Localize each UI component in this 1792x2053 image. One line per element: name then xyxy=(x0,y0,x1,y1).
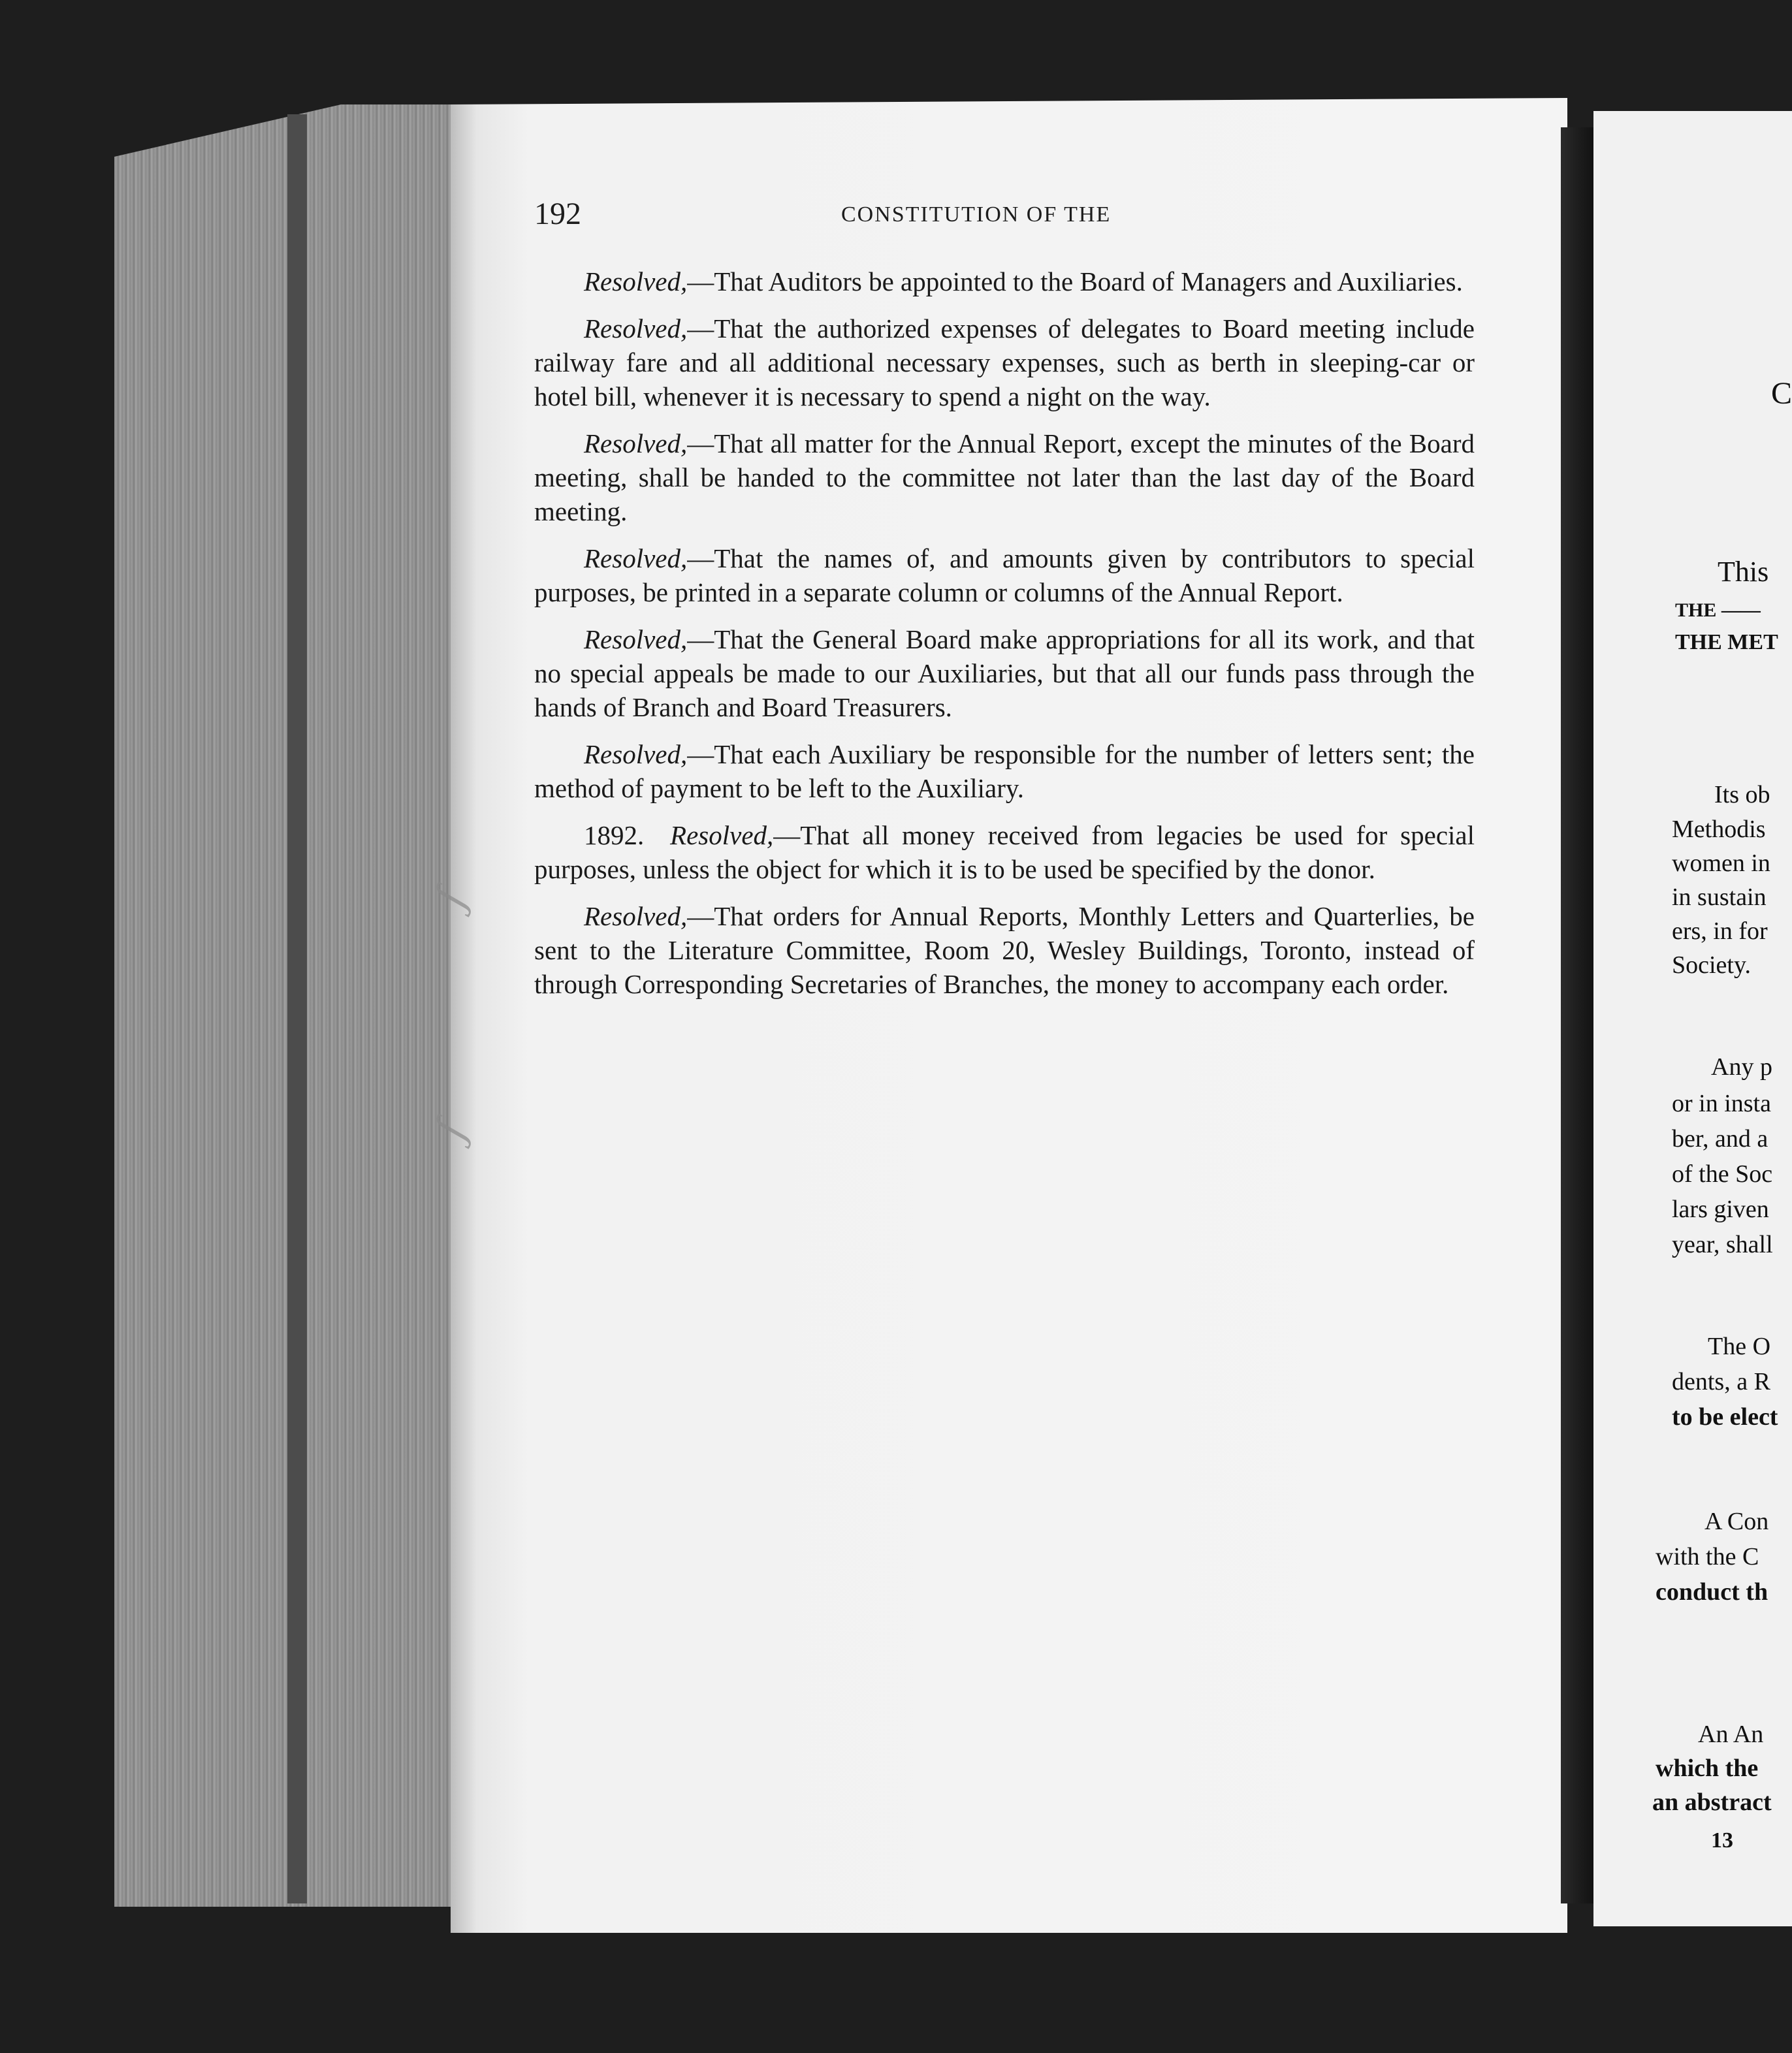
paragraph-text: —That the authorized expenses of delegates to Board meeting include railway fare and all additional necessary expenses, such as berth in sleeping-car or hotel bill, whenever it is necessary to spend a night on the way. xyxy=(534,313,1475,411)
right-page-line: C xyxy=(1771,376,1792,411)
right-page-line: THE MET xyxy=(1675,630,1778,654)
paragraph-year: 1892. xyxy=(584,820,645,850)
paragraph-lead: Resolved, xyxy=(584,313,688,343)
paragraph xyxy=(534,622,1475,724)
paragraph-lead: Resolved, xyxy=(670,820,774,850)
right-page-line: Any p xyxy=(1711,1053,1772,1081)
book-spine-shadow xyxy=(287,114,307,1903)
paragraph xyxy=(534,426,1475,528)
right-page-line: conduct th xyxy=(1656,1578,1768,1606)
right-page-line: to be elect xyxy=(1672,1403,1778,1431)
running-head: CONSTITUTION OF THE xyxy=(841,202,1112,227)
right-page-line: which the xyxy=(1656,1755,1759,1782)
right-page-line: or in insta xyxy=(1672,1090,1771,1117)
right-page-line: ber, and a xyxy=(1672,1125,1768,1153)
right-page-line: A Con xyxy=(1704,1508,1769,1535)
right-page-line: THE —— xyxy=(1675,599,1761,621)
right-page-line: Society. xyxy=(1672,951,1752,979)
pencil-margin-mark: ʃ xyxy=(424,1115,477,1145)
paragraph-text: —That Auditors be appointed to the Board of Managers and Auxiliaries. xyxy=(687,266,1463,296)
paragraph-text: —That all money received from legacies be used for special purposes, unless the object for which it is to be used be specified by the donor. xyxy=(534,820,1475,884)
right-page-number: 13 xyxy=(1711,1828,1733,1853)
paragraph xyxy=(534,899,1475,1001)
paragraph xyxy=(534,818,1475,886)
paragraph-text: —That orders for Annual Reports, Monthly Letters and Quarterlies, be sent to the Literature Committee, Room 20, Wesley Buildings, Toronto, instead of through Corresponding Secretaries of Branches, the money to accompany each order. xyxy=(534,901,1475,999)
right-page-line: of the Soc xyxy=(1672,1160,1773,1188)
paragraph-text: —That each Auxiliary be responsible for the number of letters sent; the method of payment to be left to the Auxiliary. xyxy=(534,739,1475,803)
right-page-line: an abstract xyxy=(1652,1789,1772,1816)
paragraph-lead: Resolved, xyxy=(584,624,688,654)
right-page-line: This xyxy=(1718,556,1769,588)
right-page-fragment xyxy=(1593,111,1792,1926)
paragraph-lead: Resolved, xyxy=(584,266,688,296)
right-page-line: with the C xyxy=(1656,1543,1759,1570)
paragraph xyxy=(534,737,1475,805)
right-page-line: ers, in for xyxy=(1672,917,1768,945)
paragraph xyxy=(534,311,1475,413)
right-page-line: An An xyxy=(1698,1721,1764,1748)
pencil-margin-mark: ʃ xyxy=(424,883,477,913)
paragraph-lead: Resolved, xyxy=(584,428,688,458)
paragraph xyxy=(534,541,1475,609)
paragraph-text: —That all matter for the Annual Report, except the minutes of the Board meeting, shall be handed to the committee not later than the last day of the Board meeting. xyxy=(534,428,1475,526)
paragraph-text: —That the General Board make appropriations for all its work, and that no special appeals be made to our Auxiliaries, but that all our funds pass through the hands of Branch and Board Treasurers. xyxy=(534,624,1475,722)
page-number: 192 xyxy=(534,197,581,231)
right-page-line: in sustain xyxy=(1672,883,1767,911)
right-page-line: women in xyxy=(1672,850,1770,877)
right-page-line: Methodis xyxy=(1672,816,1766,843)
right-page-line: year, shall xyxy=(1672,1231,1773,1258)
right-page-line: lars given xyxy=(1672,1196,1769,1223)
paragraph-lead: Resolved, xyxy=(584,901,688,931)
page-header xyxy=(534,196,1475,242)
body-text xyxy=(534,264,1475,1014)
paragraph-text: —That the names of, and amounts given by contributors to special purposes, be printed in a separate column or columns of the Annual Report. xyxy=(534,543,1475,607)
paragraph xyxy=(534,264,1475,298)
right-page-line: dents, a R xyxy=(1672,1368,1770,1395)
right-page-line: Its ob xyxy=(1714,781,1770,808)
paragraph-lead: Resolved, xyxy=(584,739,688,769)
right-page-line: The O xyxy=(1708,1333,1771,1360)
paragraph-lead: Resolved, xyxy=(584,543,688,573)
